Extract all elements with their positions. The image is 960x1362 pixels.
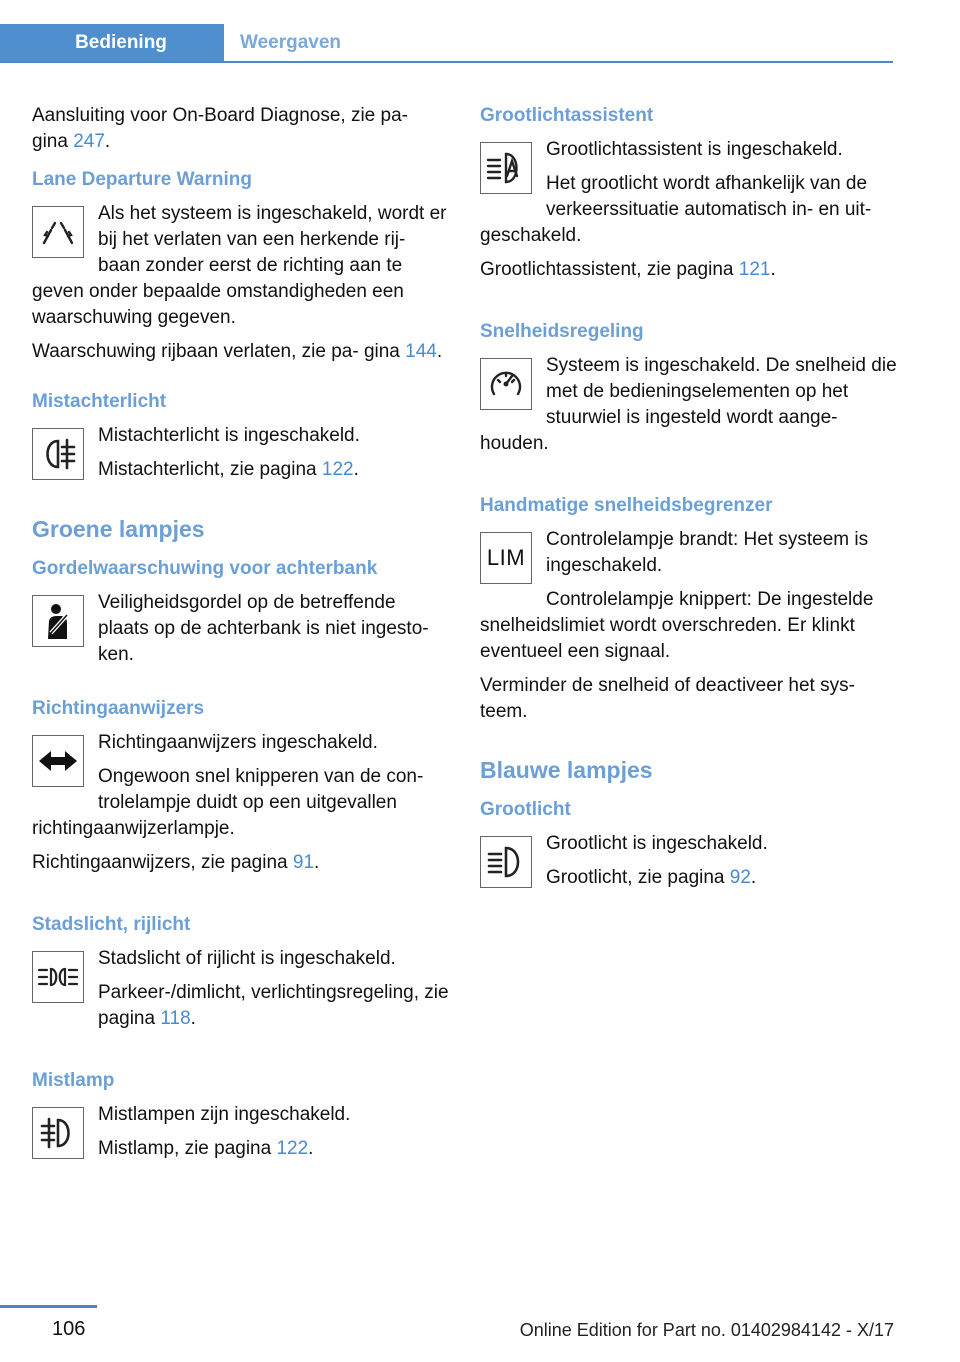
- high-beam-entry: [480, 797, 898, 891]
- footer-rule: [0, 1305, 97, 1308]
- page-link[interactable]: 144: [405, 341, 437, 362]
- lane-departure-icon: [32, 206, 84, 258]
- front-fog-entry: [32, 1068, 450, 1162]
- page-link[interactable]: 122: [276, 1138, 309, 1159]
- front-fog-light-icon: [32, 1107, 84, 1159]
- page-link[interactable]: 121: [738, 259, 771, 280]
- cruise-control-entry: [480, 319, 898, 457]
- speed-limiter-entry: [480, 493, 898, 725]
- page-number: 106: [52, 1318, 86, 1340]
- high-beam-assistant-ref: Grootlichtassistent, zie pagina 121.: [480, 259, 776, 280]
- high-beam-text: Grootlicht is ingeschakeld.: [546, 833, 768, 854]
- tab-weergaven[interactable]: Weergaven: [240, 32, 342, 53]
- speed-limiter-icon: [480, 532, 532, 584]
- turn-signal-ref: Richtingaanwijzers, zie pagina 91.: [32, 852, 320, 873]
- high-beam-assistant-entry: [480, 103, 898, 283]
- parking-light-text: Stadslicht of rijlicht is ingeschakeld.: [98, 948, 396, 969]
- turn-signal-text1: Richtingaanwijzers ingeschakeld.: [98, 732, 378, 753]
- section-heading: Stadslicht, rijlicht: [32, 914, 191, 935]
- section-title-groene: Groene lampjes: [32, 516, 205, 542]
- header-tabs: [0, 24, 893, 63]
- cruise-control-text: Systeem is ingeschakeld. De snelheid die met de bedieningselementen op het stuurwiel is ingesteld wordt aange‐ houden.: [480, 355, 897, 454]
- intro-paragraph: Aansluiting voor On-Board Diagnose, zie pa‐ gina 247.: [32, 105, 408, 152]
- parking-light-ref: Parkeer-/dimlicht, verlichtingsregeling, zie pagina 118.: [98, 982, 449, 1029]
- section-heading: Mistachterlicht: [32, 391, 167, 412]
- lane-ref: Waarschuwing rijbaan verlaten, zie pa‐ gina 144.: [32, 341, 443, 362]
- page-link[interactable]: 247: [73, 131, 105, 152]
- page-link[interactable]: 122: [321, 459, 354, 480]
- seatbelt-icon: [32, 595, 84, 647]
- section-heading: Lane Departure Warning: [32, 169, 252, 190]
- section-heading: Handmatige snelheidsbegrenzer: [480, 495, 773, 516]
- section-heading: Grootlicht: [480, 799, 571, 820]
- high-beam-assistant-icon: [480, 142, 532, 194]
- rear-fog-ref: Mistachterlicht, zie pagina 122.: [98, 459, 359, 480]
- parking-light-entry: [32, 912, 450, 1032]
- edition-text: Online Edition for Part no. 01402984142 - X/17: [519, 1320, 894, 1340]
- speed-limiter-text2: Controlelampje knippert: De ingestelde snelheidslimiet wordt overschreden. Er klinkt eventueel een signaal.: [480, 589, 874, 662]
- lane-departure-entry: [32, 167, 450, 365]
- section-title-blauwe: Blauwe lampjes: [480, 757, 653, 783]
- cruise-control-icon: [480, 358, 532, 410]
- parking-light-icon: [32, 951, 84, 1003]
- tab-bediening[interactable]: Bediening: [0, 24, 224, 61]
- section-heading: Grootlichtassistent: [480, 105, 654, 126]
- left-column: [32, 103, 450, 1163]
- high-beam-icon: [480, 836, 532, 888]
- page-link[interactable]: 118: [160, 1008, 191, 1029]
- seatbelt-text: Veiligheidsgordel op de betreffende plaats op de achterbank is niet ingesto‐ ken.: [98, 592, 429, 665]
- front-fog-ref: Mistlamp, zie pagina 122.: [98, 1138, 314, 1159]
- turn-signal-icon: [32, 735, 84, 787]
- speed-limiter-text1: Controlelampje brandt: Het systeem is ingeschakeld.: [546, 529, 869, 576]
- high-beam-assistant-text1: Grootlichtassistent is ingeschakeld.: [546, 139, 843, 160]
- right-column: [480, 103, 898, 892]
- turn-signal-entry: [32, 696, 450, 876]
- speed-limiter-text3: Verminder de snelheid of deactiveer het sys‐ teem.: [480, 675, 855, 722]
- page-link[interactable]: 92: [729, 867, 751, 888]
- section-heading: Snelheidsregeling: [480, 321, 644, 342]
- high-beam-ref: Grootlicht, zie pagina 92.: [546, 867, 757, 888]
- section-heading: Richtingaanwijzers: [32, 698, 205, 719]
- page-link[interactable]: 91: [292, 852, 315, 873]
- section-heading: Gordelwaarschuwing voor achterbank: [32, 558, 378, 579]
- lane-text: Als het systeem is ingeschakeld, wordt er bij het verlaten van een herkende rij‐ baan zonder eerst de richting aan te geven onder bepaalde omstandigheden een waarschuwing gegeven.: [32, 203, 447, 328]
- rear-fog-light-icon: [32, 428, 84, 480]
- front-fog-text: Mistlampen zijn ingeschakeld.: [98, 1104, 351, 1125]
- high-beam-assistant-text2: Het grootlicht wordt afhankelijk van de verkeerssituatie automatisch in- en uit‐ geschakeld.: [480, 173, 872, 246]
- section-heading: Mistlamp: [32, 1070, 115, 1091]
- rear-fog-entry: [32, 389, 450, 483]
- turn-signal-text2: Ongewoon snel knipperen van de con‐ trolelampje duidt op een uitgevallen richtingaanwijzerlampje.: [32, 766, 424, 839]
- seatbelt-entry: [32, 556, 450, 668]
- rear-fog-text: Mistachterlicht is ingeschakeld.: [98, 425, 360, 446]
- lim-label: LIM: [486, 545, 526, 570]
